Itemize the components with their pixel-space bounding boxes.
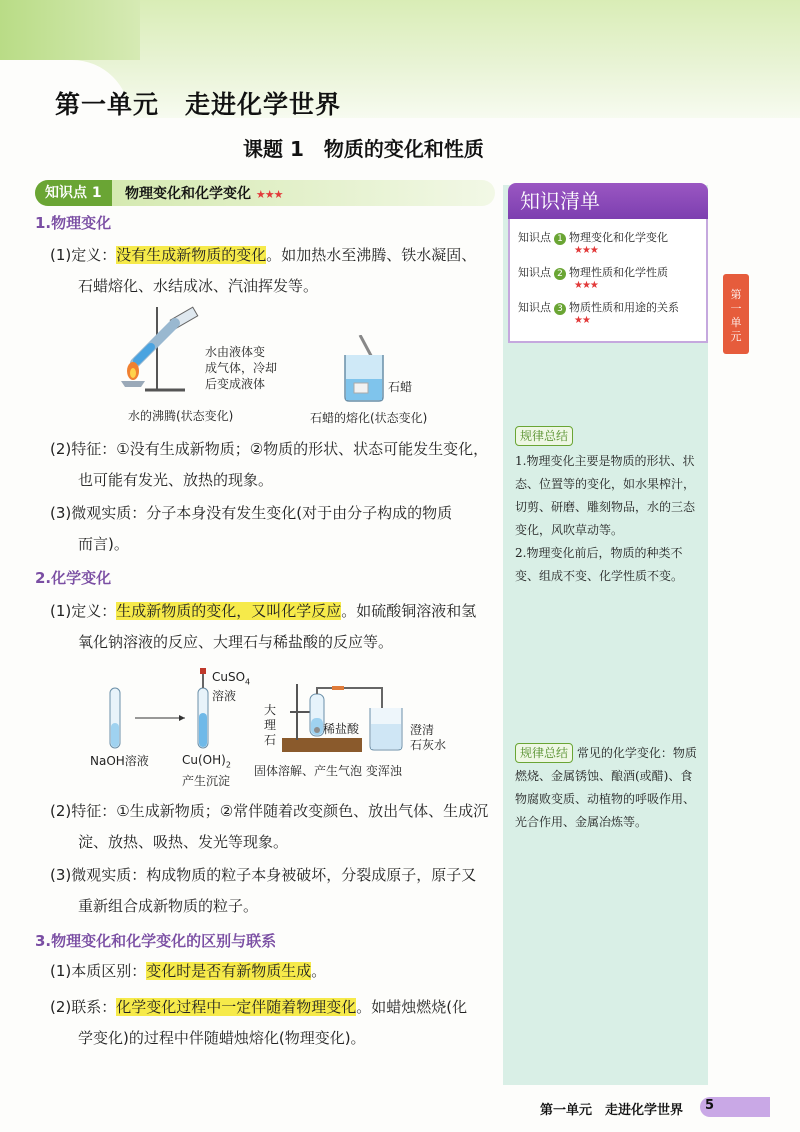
highlight-definition: 没有生成新物质的变化: [116, 246, 267, 264]
highlight-link: 化学变化过程中一定伴随着物理变化: [116, 998, 357, 1016]
cuso4-label: CuSO$_4$ 溶液: [212, 670, 251, 704]
cuoh2-label: $Cu(OH)_2$ 产生沉淀: [182, 753, 231, 789]
physical-micro: (3)微观实质：分子本身没有发生变化(对于由分子构成的物质 而言)。: [50, 504, 453, 553]
limewater-label: 澄清 石灰水: [410, 723, 447, 752]
page-number: 5: [705, 1098, 715, 1113]
section-heading-relation: 3.物理变化和化学变化的区别与联系: [35, 932, 277, 950]
water-change-label: 水由液体变 成气体，冷却 后变成液体: [205, 345, 278, 391]
reaction-caption: 固体溶解、产生气泡 变浑浊: [254, 764, 402, 778]
naoh-label: NaOH溶液: [90, 754, 149, 768]
physical-features: (2)特征：①没有生成新物质；②物质的形状、状态可能发生变化， 也可能有发光、放热的现象。: [50, 440, 489, 489]
essence-difference: (1)本质区别：变化时是否有新物质生成。: [50, 962, 327, 980]
rule-summary-tag-1: 规律总结: [515, 425, 573, 446]
boiling-caption: 水的沸腾(状态变化): [128, 409, 234, 423]
knowledge-point-name: 物理变化和化学变化 ★★★: [125, 186, 283, 202]
item-stars: ★★★: [574, 245, 598, 256]
highlight-definition: 生成新物质的变化，又叫化学反应: [116, 602, 342, 620]
knowledge-list-item[interactable]: 知识点 2 物理性质和化学性质: [518, 266, 668, 279]
item-stars: ★★★: [574, 280, 598, 291]
difficulty-stars: ★★★: [255, 188, 283, 201]
knowledge-list-item[interactable]: 知识点 1 物理变化和化学变化: [518, 231, 668, 244]
knowledge-list: [508, 219, 708, 343]
chemical-micro: (3)微观实质：构成物质的粒子本身被破坏，分裂成原子，原子又 重新组合成新物质的粒子。: [50, 866, 477, 915]
unit-side-tab: 第 一 单 元: [723, 274, 749, 354]
section-heading-physical: 1.物理变化: [35, 214, 112, 232]
rule-summary-2: 规律总结 常见的化学变化：物质燃烧、金属锈蚀、酿酒(或醋)、食物腐败变质、动植物的呼吸作用、光合作用、金属冶炼等。: [515, 742, 700, 834]
knowledge-list-item[interactable]: 知识点 3 物质性质和用途的关系: [518, 301, 679, 314]
footer-unit-title: 第一单元 走进化学世界: [540, 1103, 684, 1118]
item-stars: ★★: [574, 315, 590, 326]
relation-link: (2)联系：化学变化过程中一定伴随着物理变化。如蜡烛燃烧(化 学变化)的过程中伴随蜡烛熔化(物理变化)。: [50, 998, 468, 1047]
chemical-features: (2)特征：①生成新物质；②常伴随着改变颜色、放出气体、生成沉 淀、放热、吸热、发光等现象。: [50, 802, 489, 851]
unit-title: 第一单元 走进化学世界: [55, 90, 342, 119]
melting-caption: 石蜡的熔化(状态变化): [310, 411, 428, 425]
knowledge-point-tag: 知识点 1: [35, 180, 112, 206]
wax-melting-figure: [340, 335, 390, 405]
knowledge-list-title: 知识清单: [508, 183, 708, 219]
hcl-label: 稀盐酸: [323, 722, 360, 736]
rule-summary-tag-2: 规律总结: [515, 743, 573, 763]
physical-definition: (1)定义：没有生成新物质的变化。如加热水至沸腾、铁水凝固、 石蜡熔化、水结成冰、汽油挥发等。: [50, 246, 477, 295]
highlight-essence: 变化时是否有新物质生成: [146, 962, 312, 980]
chemical-definition: (1)定义：生成新物质的变化，又叫化学反应。如硫酸铜溶液和氢 氧化钠溶液的反应、大理石与稀盐酸的反应等。: [50, 602, 477, 651]
marble-label: 大 理 石: [264, 703, 277, 747]
rule-summary-1: 1.物理变化主要是物质的形状、状态、位置等的变化，如水果榨汁，切剪、研磨、雕刻物品，水的三态变化，风吹草动等。 2.物理变化前后，物质的种类不变、组成不变、化学性质不变。: [515, 454, 696, 583]
section-heading-chemical: 2.化学变化: [35, 569, 112, 587]
marble-hcl-figure: [272, 678, 432, 760]
header-accent: [0, 0, 140, 60]
wax-label: 石蜡: [388, 380, 413, 394]
lesson-title: 课题 1 物质的变化和性质: [243, 137, 484, 161]
